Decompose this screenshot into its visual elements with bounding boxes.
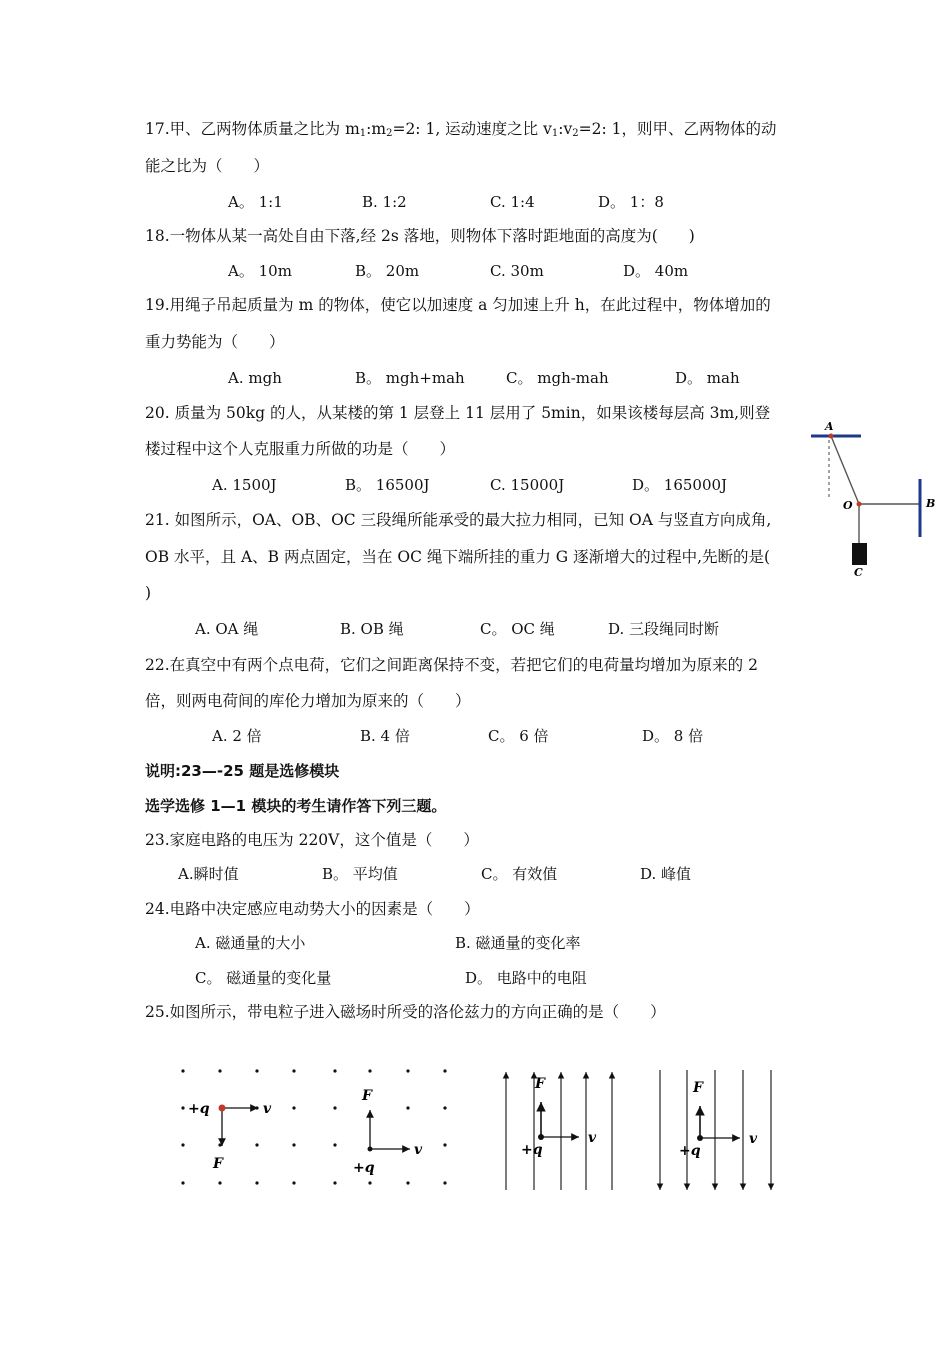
q23-option-b[interactable]: B。 平均值 — [322, 865, 398, 883]
q18-option-d[interactable]: D。 40m — [623, 262, 689, 280]
q17-option-c[interactable]: C. 1:4 — [490, 193, 535, 211]
q18-option-c[interactable]: C. 30m — [490, 262, 544, 280]
q18-stem: 18.一物体从某一高处自由下落,经 2s 落地，则物体下落时距地面的高度为( ) — [145, 227, 695, 245]
q25-stem: 25.如图所示，带电粒子进入磁场时所受的洛伦兹力的方向正确的是（ ） — [145, 1003, 666, 1021]
module-instruction: 选学选修 1—1 模块的考生请作答下列三题。 — [145, 797, 447, 815]
charge-a — [219, 1105, 226, 1112]
q25-figure-b[interactable] — [333, 1069, 446, 1184]
q23-option-a[interactable]: A.瞬时值 — [178, 865, 239, 883]
q21-rope-figure — [806, 415, 946, 585]
q21-stem-line1: 21. 如图所示，OA、OB、OC 三段绳所能承受的最大拉力相同，已知 OA 与竖直方向成角, — [145, 511, 772, 529]
q23-stem: 23.家庭电路的电压为 220V，这个值是（ ） — [145, 831, 479, 849]
label-a: A — [825, 420, 834, 433]
q22-option-a[interactable]: A. 2 倍 — [212, 727, 262, 745]
q19-stem-line2: 重力势能为（ ） — [145, 333, 285, 351]
q21-stem-line2: OB 水平，且 A、B 两点固定，当在 OC 绳下端所挂的重力 G 逐渐增大的过程中,先断的是( — [145, 548, 771, 566]
charge-b — [368, 1147, 373, 1152]
q17-stem-line2: 能之比为（ ） — [145, 157, 270, 175]
q24-stem: 24.电路中决定感应电动势大小的因素是（ ） — [145, 900, 480, 918]
label-velocity-a: v — [263, 1101, 272, 1117]
q20-option-c[interactable]: C. 15000J — [490, 476, 565, 494]
q20-option-b[interactable]: B。 16500J — [345, 476, 430, 494]
label-velocity-c: v — [588, 1130, 597, 1146]
q18-option-b[interactable]: B。 20m — [355, 262, 420, 280]
label-force-c: F — [535, 1076, 545, 1092]
q19-option-d[interactable]: D。 mah — [675, 369, 740, 387]
q19-stem-line1: 19.用绳子吊起质量为 m 的物体，使它以加速度 a 匀加速上升 h，在此过程中，物体增加的 — [145, 296, 771, 314]
q25-figures — [170, 1060, 790, 1210]
label-force-b: F — [362, 1088, 372, 1104]
charge-d — [697, 1135, 703, 1141]
module-note: 说明:23—-25 题是选修模块 — [145, 762, 340, 780]
q19-option-b[interactable]: B。 mgh+mah — [355, 369, 465, 387]
q22-stem-line1: 22.在真空中有两个点电荷，它们之间距离保持不变，若把它们的电荷量均增加为原来的 2 — [145, 656, 758, 674]
q21-option-d[interactable]: D. 三段绳同时断 — [608, 620, 720, 638]
q22-option-d[interactable]: D。 8 倍 — [642, 727, 704, 745]
q18-option-a[interactable]: A。 10m — [228, 262, 292, 280]
label-charge-a: +q — [188, 1101, 210, 1117]
q21-option-a[interactable]: A. OA 绳 — [195, 620, 259, 638]
label-velocity-d: v — [749, 1131, 758, 1147]
point-o-dot — [857, 502, 862, 507]
q24-option-b[interactable]: B. 磁通量的变化率 — [455, 934, 581, 952]
dot-field-a — [181, 1069, 295, 1184]
q17-option-a[interactable]: A。 1:1 — [228, 193, 283, 211]
q19-option-a[interactable]: A. mgh — [228, 369, 282, 387]
q22-option-c[interactable]: C。 6 倍 — [488, 727, 549, 745]
hanging-weight — [852, 543, 867, 565]
q17-option-d[interactable]: D。 1：8 — [598, 193, 664, 211]
q21-option-b[interactable]: B. OB 绳 — [340, 620, 404, 638]
label-force-a: F — [213, 1156, 223, 1172]
charge-c — [538, 1134, 544, 1140]
q20-stem-line2: 楼过程中这个人克服重力所做的功是（ ） — [145, 440, 456, 458]
label-o: O — [843, 499, 853, 512]
label-charge-c: +q — [521, 1142, 543, 1158]
point-a-dot — [829, 434, 834, 439]
label-b: B — [926, 497, 936, 510]
field-lines-down — [660, 1070, 771, 1190]
q23-option-c[interactable]: C。 有效值 — [481, 865, 558, 883]
q25-figure-c[interactable] — [506, 1072, 612, 1190]
dot-field-b — [333, 1069, 446, 1184]
rope-oa — [831, 436, 859, 504]
q19-option-c[interactable]: C。 mgh-mah — [506, 369, 609, 387]
q21-stem-line3: ) — [145, 584, 152, 602]
q17-option-b[interactable]: B. 1:2 — [362, 193, 407, 211]
q17-stem-line1: 17.甲、乙两物体质量之比为 $m_1:m_2=2$: 1, 运动速度之比 $v_1:v_2=2$: 1，则甲、乙两物体的动 — [145, 120, 777, 139]
q20-option-a[interactable]: A. 1500J — [212, 476, 277, 494]
label-charge-b: +q — [353, 1160, 375, 1176]
q20-stem-line1: 20. 质量为 50kg 的人，从某楼的第 1 层登上 11 层用了 5min，如果该楼每层高 3m,则登 — [145, 404, 771, 422]
q24-option-a[interactable]: A. 磁通量的大小 — [195, 934, 306, 952]
q21-option-c[interactable]: C。 OC 绳 — [480, 620, 555, 638]
label-force-d: F — [693, 1080, 703, 1096]
q23-option-d[interactable]: D. 峰值 — [640, 865, 692, 883]
label-c: C — [854, 566, 863, 579]
label-velocity-b: v — [414, 1142, 423, 1158]
label-charge-d: +q — [679, 1143, 701, 1159]
q24-option-d[interactable]: D。 电路中的电阻 — [465, 969, 587, 987]
q25-figure-d[interactable] — [660, 1070, 771, 1190]
q22-option-b[interactable]: B. 4 倍 — [360, 727, 410, 745]
q20-option-d[interactable]: D。 165000J — [632, 476, 728, 494]
q24-option-c[interactable]: C。 磁通量的变化量 — [195, 969, 332, 987]
q25-figure-a[interactable] — [181, 1069, 295, 1184]
q22-stem-line2: 倍，则两电荷间的库伦力增加为原来的（ ） — [145, 692, 471, 710]
